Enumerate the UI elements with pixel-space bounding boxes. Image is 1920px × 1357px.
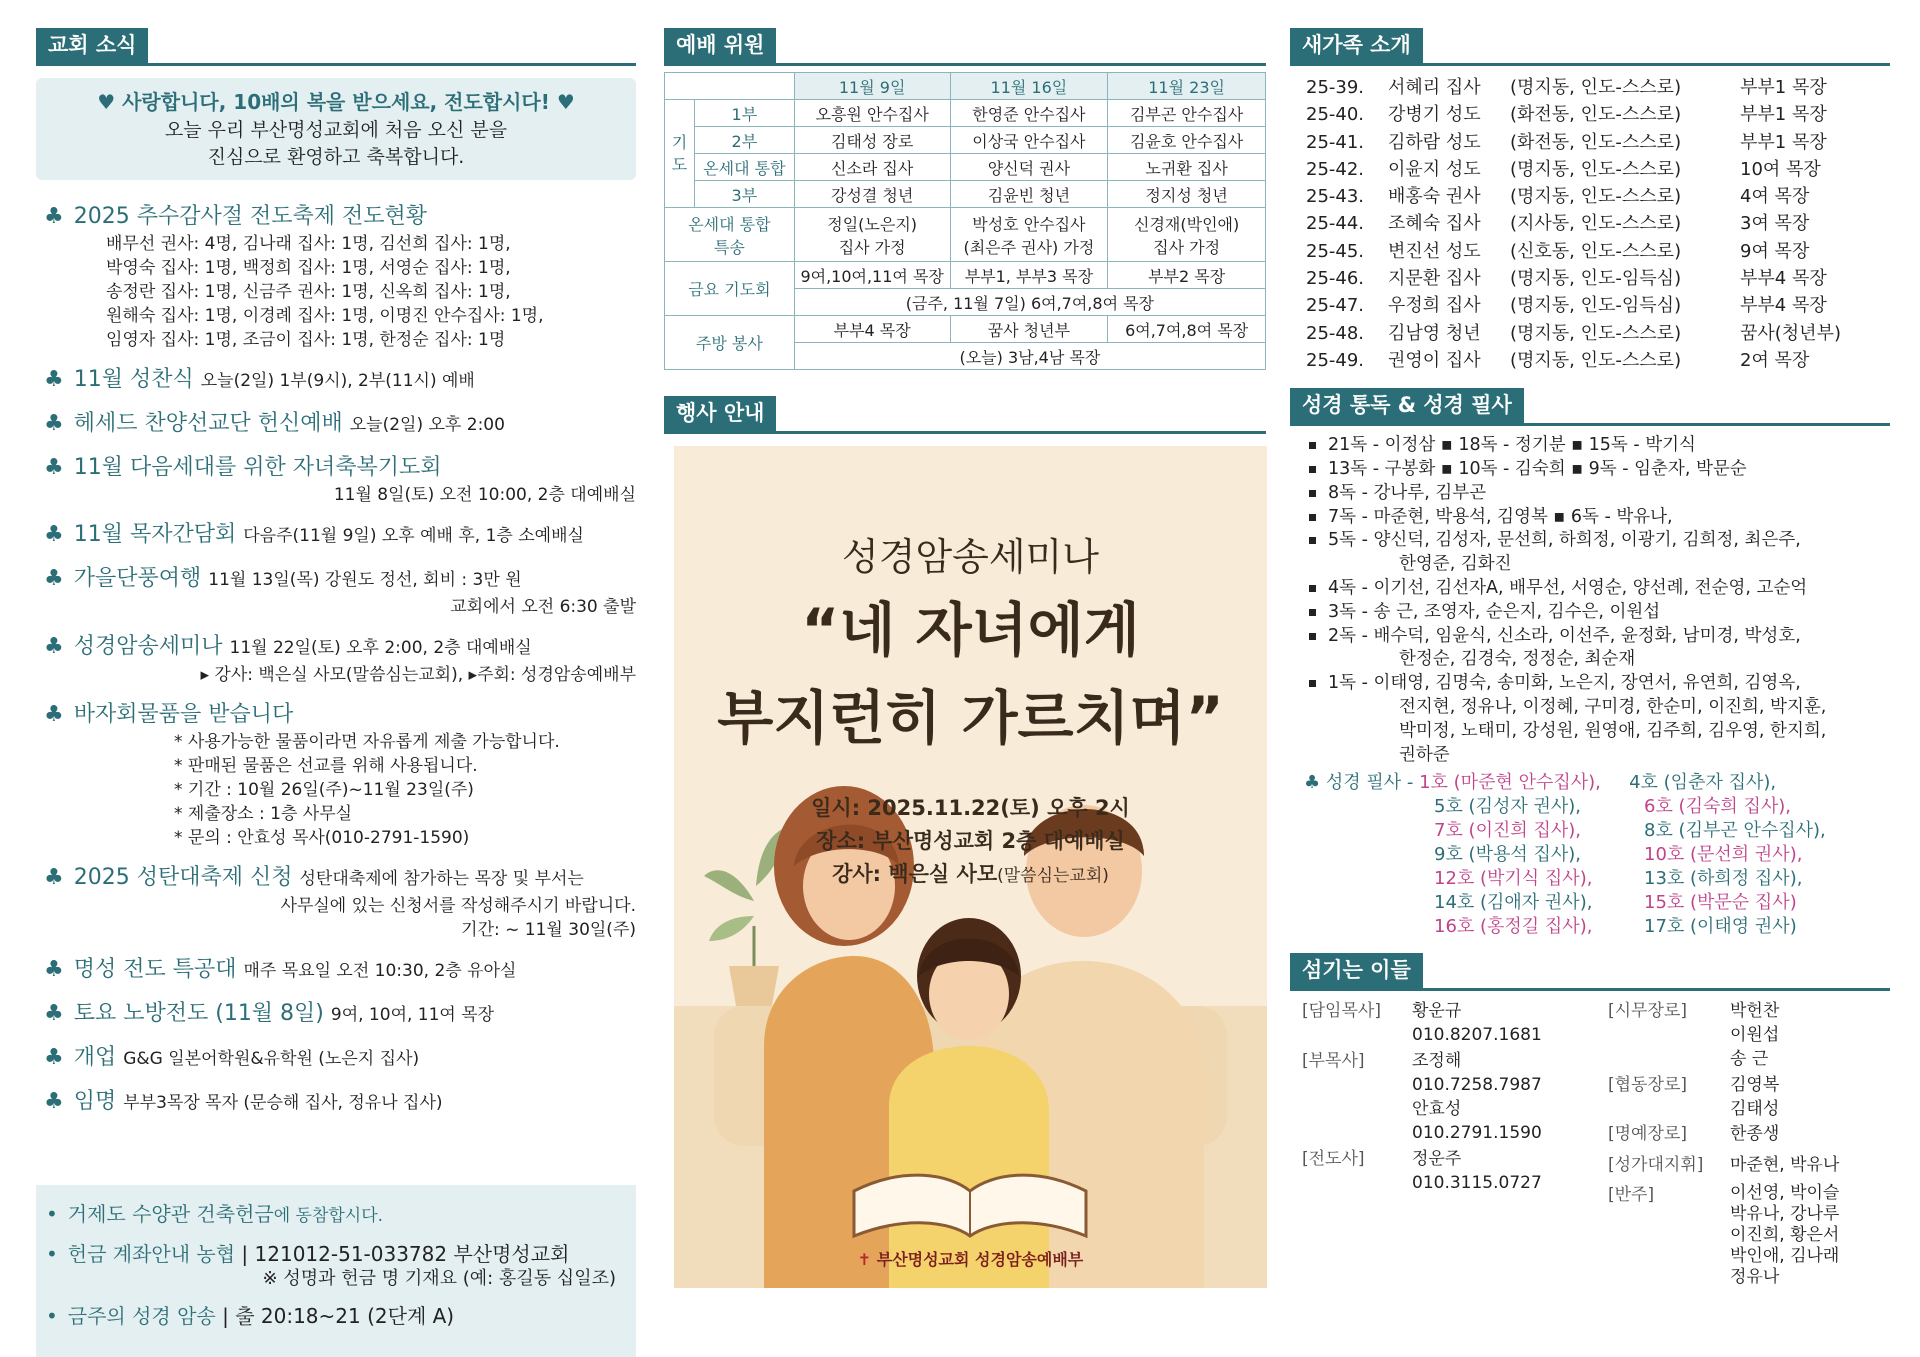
club-icon: ♣ xyxy=(44,367,64,392)
staff-list: [담임목사] 황운규 010.8207.1681 [부목사] 조정해 010.7258.7987 안효성 010.2791.1590 [전도사] 정운주 010.3115.0727 [시무장로] 박헌찬 이원섭 송 근 [협동장로] 김영복 김태성 [명예장로] 한종생 [성가대지휘] 마준현, 박유나 [반주] 이선영, 박이슬 박유나, 강나루 이진희, 황은서 박인애, 김나래 정유나 xyxy=(1302,1001,1840,1288)
list-item: 3독 - 송 근, 조영자, 순은지, 김수은, 이원섭 xyxy=(1306,601,1890,625)
list-item: 25-48. 김남영 청년 (명지동, 인도-스스로) 꿈사(청년부) xyxy=(1306,322,1841,344)
list-item: 25-40. 강병기 성도 (화전동, 인도-스스로) 부부1 목장 xyxy=(1306,104,1827,126)
list-item: 25-44. 조혜숙 집사 (지사동, 인도-스스로) 3여 목장 xyxy=(1306,213,1810,235)
club-icon: ♣ xyxy=(44,865,64,890)
bible-copy-list: ♣ 성경 필사 - 1호 (마준현 안수집사), 4호 (임춘자 집사), 5호 (김성자 권사), 6호 (김숙희 집사), 7호 (이진희 집사), 8호 (김부곤 안수집사), 9호 (박용석 집사), 10호 (문선희 권사), 12호 (박기식 집사), 13호 (하희정 집사), 14호 (김애자 권사), 15호 (박문순 집사) 16호 (홍정길 집사), 17호 (이태영 권사) xyxy=(1304,772,1826,938)
list-item: 25-43. 배홍숙 권사 (명지동, 인도-스스로) 4여 목장 xyxy=(1306,186,1810,208)
list-item: 4독 - 이기선, 김선자A, 배무선, 서영순, 양선례, 전순영, 고순억 xyxy=(1306,577,1890,601)
club-icon: ♣ xyxy=(44,702,64,727)
church-logo-icon: ✝ xyxy=(857,1250,877,1269)
club-icon: ♣ xyxy=(44,1089,64,1114)
list-item: 25-41. 김하람 성도 (화전동, 인도-스스로) 부부1 목장 xyxy=(1306,131,1827,153)
table-row: 온세대 통합 특송 정일(노은지) 집사 가정 박성호 안수집사 (최은주 권사) 가정 신경재(박인애) 집사 가정 xyxy=(665,208,1266,262)
welcome-title: ♥ 사랑합니다, 10배의 복을 받으세요, 전도합시다! ♥ xyxy=(97,90,575,114)
church-news-column xyxy=(36,28,636,1328)
event-header: 행사 안내 xyxy=(664,396,1266,434)
club-icon: ♣ xyxy=(44,1045,64,1070)
new-family-column xyxy=(1290,28,1890,1329)
list-item: 25-42. 이윤지 성도 (명지동, 인도-스스로) 10여 목장 xyxy=(1306,158,1821,180)
bullet-icon: • xyxy=(46,1304,58,1328)
news-item: ♣ 토요 노방전도 (11월 8일) 9여, 10여, 11여 목장 xyxy=(44,1001,495,1026)
table-row: 11월 9일 11월 16일 11월 23일 xyxy=(665,73,1266,100)
news-item: ♣ 가을단풍여행 11월 13일(목) 강원도 정선, 회비 : 3만 원 교회에서 오전 6:30 출발 xyxy=(44,566,636,617)
worship-header: 예배 위원 xyxy=(664,28,1266,66)
club-icon: ♣ xyxy=(44,1001,64,1026)
list-item: 25-39. 서혜리 집사 (명지동, 인도-스스로) 부부1 목장 xyxy=(1306,77,1827,98)
list-item: 7독 - 마준현, 박용석, 김영복 ▪ 6독 - 박유나, xyxy=(1306,506,1890,530)
info-line: • 헌금 계좌안내 농협 | 121012-51-033782 부산명성교회 xyxy=(46,1242,570,1266)
info-note: ※ 성명과 헌금 명 기재요 (예: 홍길동 십일조) xyxy=(262,1268,616,1289)
list-item: 21독 - 이정삼 ▪ 18독 - 정기분 ▪ 15독 - 박기식 xyxy=(1306,434,1890,458)
list-item: 5독 - 양신덕, 김성자, 문선희, 하희정, 이광기, 김희정, 최은주, xyxy=(1306,529,1890,553)
worship-table xyxy=(664,72,1266,370)
list-item: 25-45. 변진선 성도 (신호동, 인도-스스로) 9여 목장 xyxy=(1306,240,1810,262)
club-icon: ♣ xyxy=(44,455,64,480)
table-row: 온세대 통합 신소라 집사 양신덕 권사 노귀환 집사 xyxy=(665,154,1266,181)
welcome-line: 오늘 우리 부산명성교회에 처음 오신 분을 xyxy=(164,119,508,141)
list-item: 8독 - 강나루, 김부곤 xyxy=(1306,482,1890,506)
seminar-poster xyxy=(674,446,1267,1288)
club-icon: ♣ xyxy=(44,566,64,591)
news-item: ♣ 명성 전도 특공대 매주 목요일 오전 10:30, 2층 유아실 xyxy=(44,957,517,982)
poster-headline: “네 자녀에게 부지런히 가르치며” xyxy=(717,596,1224,752)
news-item: ♣ 11월 성찬식 오늘(2일) 1부(9시), 2부(11시) 예배 xyxy=(44,367,475,392)
list-item: 1독 - 이태영, 김명숙, 송미화, 노은지, 장연서, 유연희, 김영옥, xyxy=(1306,672,1890,696)
club-icon: ♣ xyxy=(44,411,64,436)
church-news-header: 교회 소식 xyxy=(36,28,636,66)
staff-header: 섬기는 이들 xyxy=(1290,953,1890,991)
list-item: 25-46. 지문환 집사 (명지동, 인도-임득심) 부부4 목장 xyxy=(1306,268,1827,290)
reading-list: 21독 - 이정삼 ▪ 18독 - 정기분 ▪ 15독 - 박기식 13독 - 구봉화 ▪ 10독 - 김숙희 ▪ 9독 - 임춘자, 박문순 8독 - 강나루, 김부곤 7독 - 마준현, 박용석, 김영복 ▪ 6독 - 박유나, 5독 - 양신덕, 김성자, 문선희, 하희정, 이광기, 김희정, 최은주, 한영준, 김화진 4독 - 이기선, 김선자A, 배무선, 서영순, 양선례, 전순영, 고순억 3독 - 송 근, 조영자, 순은지, 김수은, 이원섭 2독 - 배수덕, 임윤식, 신소라, 이선주, 윤정화, 남미경, 박성호, 한정순, 김경숙, 정정순, 최순재 1독 - 이태영, 김명숙, 송미화, 노은지, 장연서, 유연희, 김영옥, 전지현, 정유나, 이정혜, 구미경, 한순미, 이진희, 박지훈, 박미정, 노태미, 강성원, 원영애, 김주희, 김우영, 한지희, 권하준 xyxy=(1290,434,1890,767)
club-icon: ♣ xyxy=(44,957,64,982)
list-item: 13독 - 구봉화 ▪ 10독 - 김숙희 ▪ 9독 - 임춘자, 박문순 xyxy=(1306,458,1890,482)
news-item: ♣ 11월 목자간담회 다음주(11월 9일) 오후 예배 후, 1층 소예배실 xyxy=(44,522,584,547)
news-item: ♣ 헤세드 찬양선교단 헌신예배 오늘(2일) 오후 2:00 xyxy=(44,411,505,436)
club-icon: ♣ xyxy=(44,522,64,547)
list-item: 2독 - 배수덕, 임윤식, 신소라, 이선주, 윤정화, 남미경, 박성호, xyxy=(1306,625,1890,649)
news-item: ♣ 개업 G&G 일본어학원&유학원 (노은지 집사) xyxy=(44,1045,420,1070)
news-item: ♣ 2025 추수감사절 전도축제 전도현황 배무선 권사: 4명, 김나래 집사: 1명, 김선희 집사: 1명, 박영숙 집사: 1명, 백정희 집사: 1명, 서영순 집사: 1명, 송정란 집사: 1명, 신금주 권사: 1명, 신옥희 집사: 1명, 원해숙 집사: 1명, 이경례 집사: 1명, 이명진 안수집사: 1명, 임영자 집사: 1명, 조금이 집사: 1명, 한정순 집사: 1명 xyxy=(44,204,544,350)
table-row: 2부 김태성 장로 이상국 안수집사 김윤호 안수집사 xyxy=(665,127,1266,154)
news-item: ♣ 바자회물품을 받습니다 * 사용가능한 물품이라면 자유롭게 제출 가능합니다. * 판매된 물품은 선교를 위해 사용됩니다. * 기간 : 10월 26일(주)~11월 23일(주) * 제출장소 : 1층 사무실 * 문의 : 안효성 목사(010-2791-1590) xyxy=(44,702,560,848)
table-row: 3부 강성결 청년 김윤빈 청년 정지성 청년 xyxy=(665,181,1266,208)
table-row: 기 도 1부 오흥원 안수집사 한영준 안수집사 김부곤 안수집사 xyxy=(665,100,1266,127)
welcome-box xyxy=(36,78,636,180)
club-icon: ♣ xyxy=(44,204,64,229)
news-item: ♣ 임명 부부3목장 목자 (문승해 집사, 정유나 집사) xyxy=(44,1089,443,1114)
bullet-icon: • xyxy=(46,1202,58,1226)
club-icon: ♣ xyxy=(1304,772,1326,794)
poster-title: 성경암송세미나 xyxy=(842,535,1099,579)
news-list xyxy=(36,202,636,1118)
table-row: 주방 봉사 부부4 목장 꿈사 청년부 6여,7여,8여 목장 xyxy=(665,316,1266,343)
reading-header: 성경 통독 & 성경 필사 xyxy=(1290,388,1890,426)
club-icon: ♣ xyxy=(44,634,64,659)
bullet-icon: • xyxy=(46,1242,58,1266)
welcome-line: 진심으로 환영하고 축복합니다. xyxy=(207,146,465,168)
worship-column xyxy=(664,28,1266,1288)
new-family-header: 새가족 소개 xyxy=(1290,28,1890,66)
table-row: 금요 기도회 9여,10여,11여 목장 부부1, 부부3 목장 부부2 목장 xyxy=(665,262,1266,289)
news-item: ♣ 11월 다음세대를 위한 자녀축복기도회 11월 8일(토) 오전 10:00, 2층 대예배실 xyxy=(44,455,636,505)
table-row: (오늘) 3남,4남 목장 xyxy=(665,343,1266,370)
list-item: 25-47. 우정희 집사 (명지동, 인도-임득심) 부부4 목장 xyxy=(1306,295,1827,317)
info-line: • 금주의 성경 암송 | 출 20:18~21 (2단계 A) xyxy=(46,1304,455,1328)
table-row: (금주, 11월 7일) 6여,7여,8여 목장 xyxy=(665,289,1266,316)
prayer-category: 기 도 xyxy=(665,100,695,208)
poster-brand: ✝ 부산명성교회 성경암송예배부 xyxy=(857,1250,1084,1269)
poster-details: 일시: 2025.11.22(토) 오후 2시 장소: 부산명성교회 2층 대예배실 강사: 백은실 사모(말씀심는교회) xyxy=(811,796,1130,886)
news-item: ♣ 성경암송세미나 11월 22일(토) 오후 2:00, 2층 대예배실 ▸ 강사: 백은실 사모(말씀심는교회), ▸주회: 성경암송예배부 xyxy=(44,634,636,685)
list-item: 25-49. 권영이 집사 (명지동, 인도-스스로) 2여 목장 xyxy=(1306,349,1810,371)
info-box xyxy=(36,1185,636,1357)
info-line: • 거제도 수양관 건축헌금에 동참합시다. xyxy=(46,1202,384,1226)
news-item: ♣ 2025 성탄대축제 신청 성탄대축제에 참가하는 목장 및 부서는 사무실에 있는 신청서를 작성해주시기 바랍니다. 기간: ~ 11월 30일(주) xyxy=(44,865,636,940)
new-family-list xyxy=(1290,74,1890,374)
